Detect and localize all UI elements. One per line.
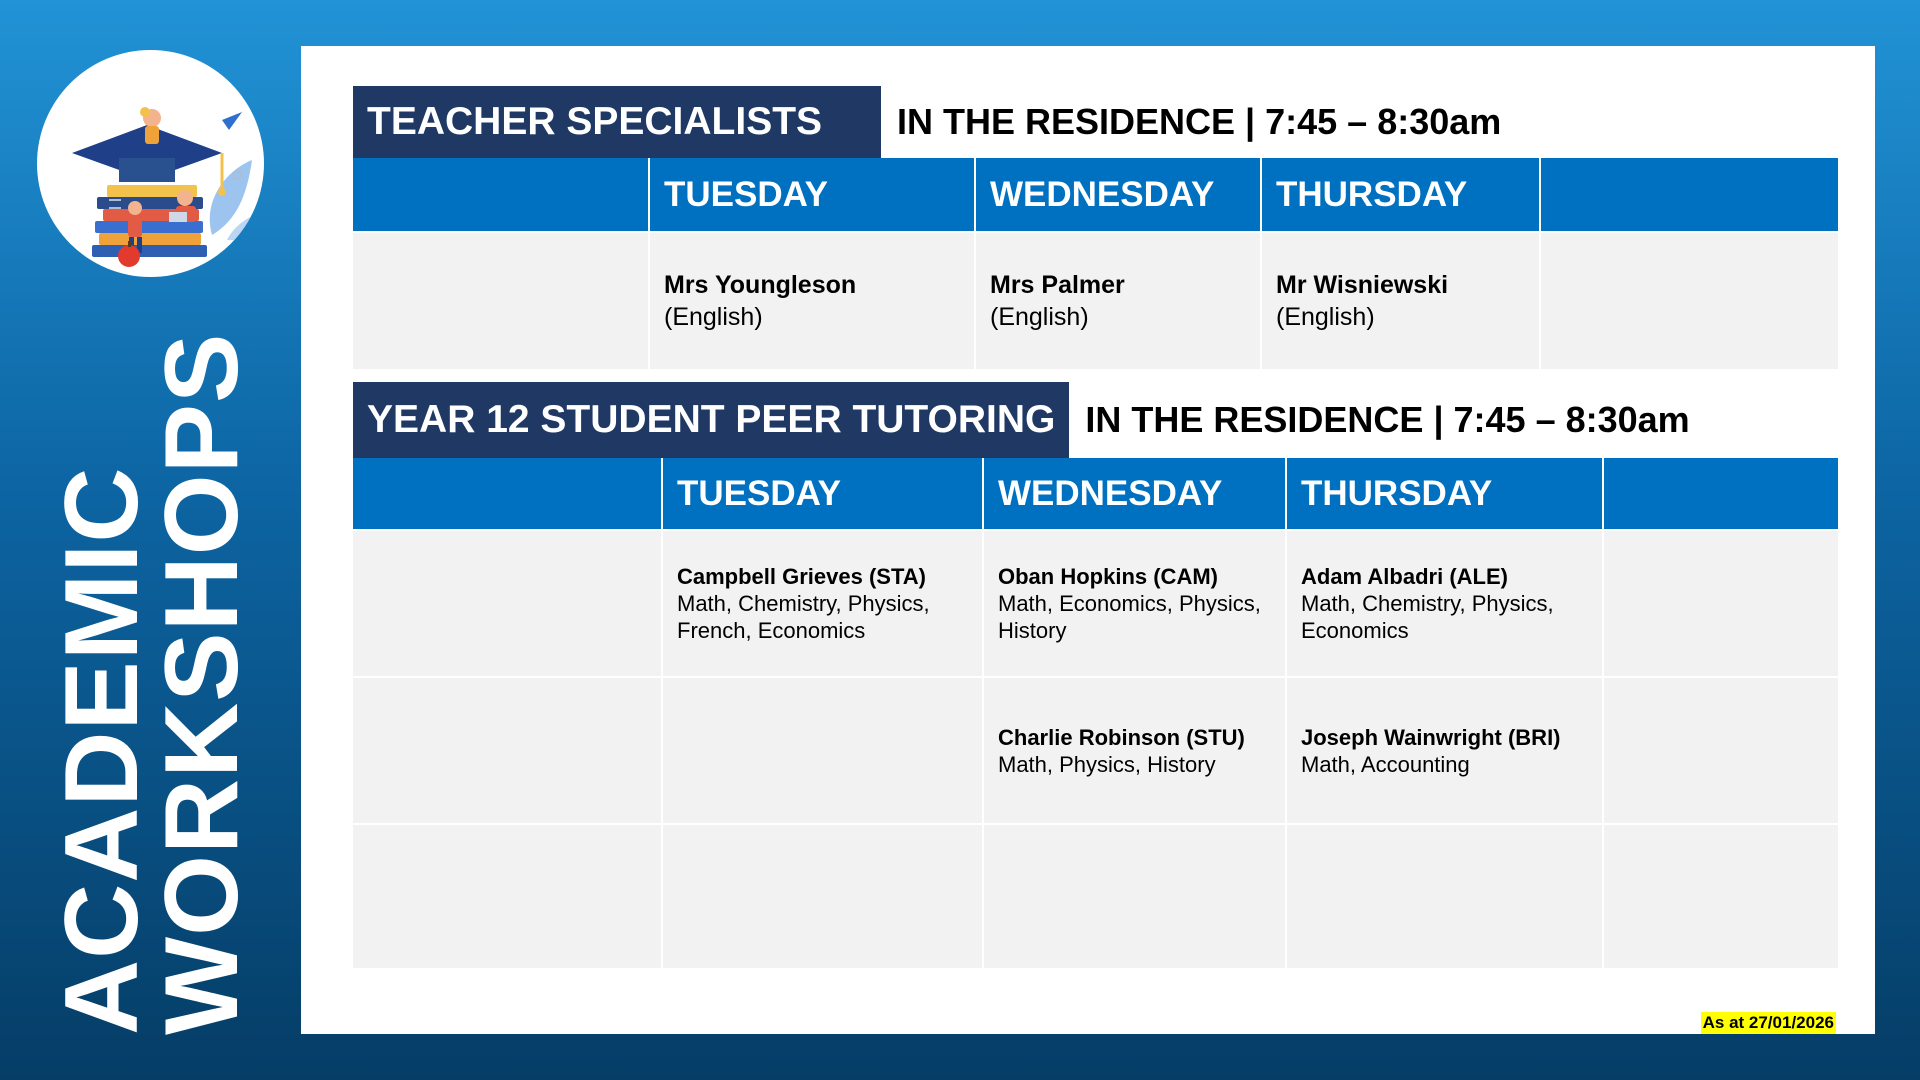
schedule-cell: [353, 232, 649, 370]
day-header-tuesday: TUESDAY: [662, 458, 983, 530]
teacher-name: Mrs Youngleson: [664, 271, 857, 299]
tutor-name: Adam Albadri (ALE): [1301, 564, 1508, 589]
day-header: [1603, 458, 1838, 530]
schedule-cell: [983, 677, 1286, 824]
day-header-tuesday: TUESDAY: [649, 158, 975, 232]
logo-badge: [37, 50, 264, 277]
schedule-cell: [1540, 232, 1838, 370]
teacher-subject: (English): [990, 303, 1089, 331]
schedule-cell: [662, 824, 983, 969]
peer-section-title: YEAR 12 STUDENT PEER TUTORING: [353, 382, 1069, 458]
teacher-table: [353, 158, 1838, 371]
tutor-subjects: Math, Accounting: [1301, 751, 1470, 777]
teacher-name: Mr Wisniewski: [1276, 271, 1449, 299]
peer-table: [353, 458, 1838, 970]
tutor-name: Joseph Wainwright (BRI): [1301, 724, 1561, 750]
day-header-thursday: THURSDAY: [1261, 158, 1540, 232]
schedule-cell: [353, 677, 662, 824]
day-header: [353, 458, 662, 530]
peer-day-header-row: [353, 458, 1838, 530]
schedule-cell: [975, 232, 1261, 370]
graduation-books-illustration-icon: [37, 50, 264, 277]
teacher-section-header: [353, 86, 1501, 158]
day-header: [1540, 158, 1838, 232]
table-row: [353, 824, 1838, 969]
day-header-wednesday: WEDNESDAY: [975, 158, 1261, 232]
as-at-date: As at 27/01/2026: [1702, 1013, 1834, 1032]
teacher-day-header-row: [353, 158, 1838, 232]
schedule-cell: [649, 232, 975, 370]
schedule-cell: [983, 824, 1286, 969]
tutor-name: Oban Hopkins (CAM): [998, 564, 1218, 589]
schedule-cell: [1286, 824, 1603, 969]
teacher-section-title: TEACHER SPECIALISTS: [353, 86, 881, 158]
schedule-cell: [1603, 677, 1838, 824]
table-row: [353, 232, 1838, 370]
teacher-subject: (English): [1276, 303, 1375, 331]
schedule-cell: [1286, 677, 1603, 824]
schedule-cell: [353, 824, 662, 969]
title-line-academic: ACADEMIC: [44, 466, 160, 1035]
vertical-title: [42, 332, 262, 1035]
day-header-thursday: THURSDAY: [1286, 458, 1603, 530]
teacher-section-time: IN THE RESIDENCE | 7:45 – 8:30am: [897, 101, 1502, 142]
peer-section-header: [353, 382, 1690, 458]
tutor-subjects: Math, Physics, History: [998, 751, 1216, 777]
table-row: [353, 677, 1838, 824]
schedule-cell: [662, 530, 983, 677]
tutor-name: Charlie Robinson (STU): [998, 724, 1245, 750]
schedule-cell: [983, 530, 1286, 677]
schedule-card: [301, 46, 1875, 1034]
title-line-workshops: WORKSHOPS: [144, 332, 260, 1035]
tutor-name: Campbell Grieves (STA): [677, 564, 926, 589]
schedule-cell: [1603, 824, 1838, 969]
schedule-cell: [1603, 530, 1838, 677]
schedule-cell: [662, 677, 983, 824]
day-header-wednesday: WEDNESDAY: [983, 458, 1286, 530]
schedule-cell: [1261, 232, 1540, 370]
schedule-cell: [353, 530, 662, 677]
table-row: [353, 530, 1838, 677]
tutor-subjects: Math, Economics, Physics, History: [998, 591, 1261, 643]
teacher-subject: (English): [664, 303, 763, 331]
schedule-cell: [1286, 530, 1603, 677]
tutor-subjects: Math, Chemistry, Physics, French, Economics: [677, 591, 930, 643]
tutor-subjects: Math, Chemistry, Physics, Economics: [1301, 591, 1554, 643]
peer-section-time: IN THE RESIDENCE | 7:45 – 8:30am: [1085, 399, 1690, 440]
day-header: [353, 158, 649, 232]
teacher-name: Mrs Palmer: [990, 271, 1125, 299]
